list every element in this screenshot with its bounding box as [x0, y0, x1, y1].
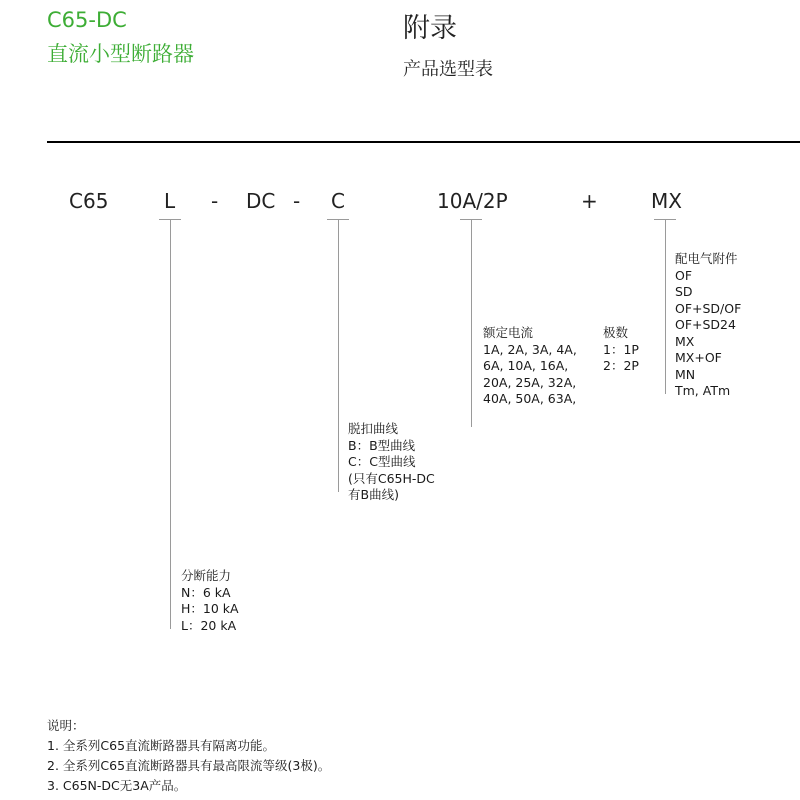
rated-current-block [483, 325, 577, 408]
trip-curve-item: (只有C65H-DC [348, 470, 435, 486]
notes [47, 716, 330, 796]
code-dash-1: - [211, 189, 219, 213]
note-item: 3. C65N-DC无3A产品。 [47, 778, 187, 793]
trip-curve-item: B：B型曲线 [348, 437, 416, 453]
rated-current-item: 6A, 10A, 16A, [483, 358, 569, 373]
accessory-item: SD [675, 284, 693, 299]
breaking-capacity-block [181, 568, 239, 634]
notes-title: 说明： [47, 718, 85, 733]
leader-line-accessory [665, 219, 666, 394]
accessory-item: OF+SD24 [675, 317, 736, 332]
code-accessory: MX [651, 189, 682, 213]
accessory-item: MX+OF [675, 350, 722, 365]
trip-curve-block [348, 421, 435, 504]
appendix-heading: 附录 [403, 13, 457, 44]
breaking-capacity-item: N：6 kA [181, 584, 231, 600]
header-rule [47, 141, 800, 143]
rated-current-item: 40A, 50A, 63A, [483, 391, 577, 406]
rated-current-item: 1A, 2A, 3A, 4A, [483, 341, 577, 357]
trip-curve-item: C：C型曲线 [348, 454, 416, 469]
model-title: C65-DC [47, 8, 127, 32]
poles-item: 2：2P [603, 358, 639, 373]
poles-block [603, 325, 639, 375]
poles-title: 极数 [603, 325, 629, 340]
accessories-block [675, 251, 741, 400]
accessories-title: 配电气附件 [675, 251, 738, 266]
note-item: 1. 全系列C65直流断路器具有隔离功能。 [47, 738, 276, 753]
accessory-item: MX [675, 333, 695, 349]
code-rating-poles: 10A/2P [437, 189, 508, 213]
breaking-capacity-item: H：10 kA [181, 601, 239, 616]
code-plus: + [581, 189, 598, 213]
accessory-item: MN [675, 366, 696, 382]
leader-line-curve [338, 219, 339, 492]
poles-item: 1：1P [603, 341, 639, 357]
accessory-item: Tm, ATm [675, 383, 731, 398]
code-trip-curve: C [331, 189, 345, 213]
accessory-item: OF [675, 267, 693, 283]
code-c65: C65 [69, 189, 109, 213]
trip-curve-title: 脱扣曲线 [348, 421, 399, 436]
rated-current-title: 额定电流 [483, 325, 534, 340]
breaking-capacity-item: L：20 kA [181, 617, 237, 633]
code-dash-2: - [293, 189, 301, 213]
breaking-capacity-title: 分断能力 [181, 568, 232, 583]
product-subtitle: 直流小型断路器 [47, 42, 194, 66]
code-dc: DC [246, 189, 276, 213]
leader-line-rating [471, 219, 472, 427]
accessory-item: OF+SD/OF [675, 300, 742, 316]
rated-current-item: 20A, 25A, 32A, [483, 374, 577, 390]
trip-curve-item: 有B曲线) [348, 487, 399, 502]
section-title: 产品选型表 [403, 59, 493, 80]
note-item: 2. 全系列C65直流断路器具有最高限流等级(3极)。 [47, 758, 331, 773]
code-breaking-capacity: L [164, 189, 176, 213]
leader-line-breaking [170, 219, 171, 629]
